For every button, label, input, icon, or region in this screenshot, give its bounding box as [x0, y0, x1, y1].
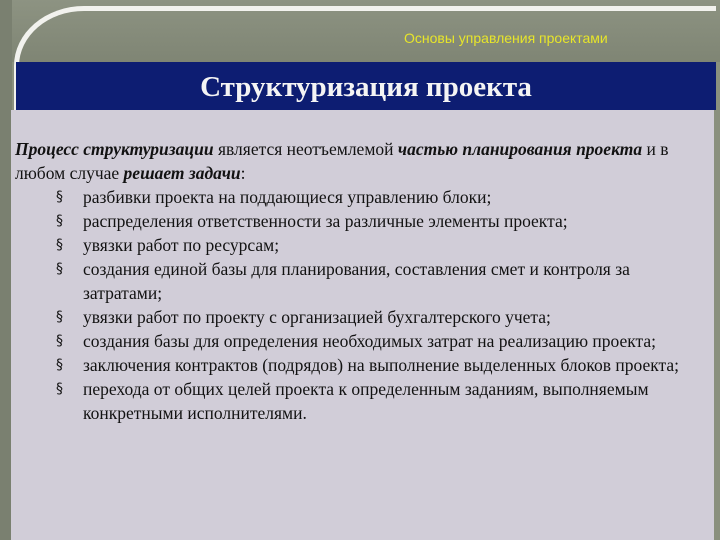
intro-emphasis: Процесс структуризации — [15, 139, 214, 159]
bullet-marker-icon: § — [56, 381, 63, 397]
bullet-marker-icon: § — [56, 213, 63, 229]
intro-emphasis: решает задачи — [123, 163, 241, 183]
intro-paragraph — [15, 137, 714, 185]
list-item — [15, 377, 714, 425]
intro-text: и в любом случае — [15, 139, 669, 183]
intro-text: является неотъемлемой — [213, 139, 398, 159]
slide-content — [11, 110, 714, 540]
list-item — [15, 353, 714, 377]
list-item-text: увязки работ по проекту с организацией бухгалтерского учета; — [83, 307, 551, 327]
slide-title: Структуризация проекта — [200, 71, 532, 103]
bullet-marker-icon: § — [56, 237, 63, 253]
bullet-marker-icon: § — [56, 189, 63, 205]
list-item — [15, 305, 714, 329]
course-title: Основы управления проектами — [404, 30, 608, 46]
intro-emphasis: частью планирования проекта — [397, 139, 643, 159]
bullet-marker-icon: § — [56, 333, 63, 349]
bullet-marker-icon: § — [56, 309, 63, 325]
list-item-text: заключения контрактов (подрядов) на выполнение выделенных блоков проекта; — [83, 355, 680, 375]
bullet-marker-icon: § — [56, 261, 63, 277]
list-item-text: разбивки проекта на поддающиеся управлению блоки; — [83, 187, 492, 207]
list-item — [15, 233, 714, 257]
bullet-marker-icon: § — [56, 357, 63, 373]
list-item — [15, 185, 714, 209]
list-item-text: увязки работ по ресурсам; — [83, 235, 280, 255]
list-item-text: создания базы для определения необходимых затрат на реализацию проекта; — [83, 331, 657, 351]
list-item-text: распределения ответственности за различные элементы проекта; — [83, 211, 568, 231]
list-item — [15, 257, 714, 305]
list-item — [15, 209, 714, 233]
list-item — [15, 329, 714, 353]
bullet-list — [15, 185, 714, 425]
intro-text: : — [240, 163, 246, 183]
list-item-text: перехода от общих целей проекта к определенным заданиям, выполняемым конкретными исполнителями. — [83, 379, 649, 423]
list-item-text: создания единой базы для планирования, составления смет и контроля за затратами; — [83, 259, 630, 303]
